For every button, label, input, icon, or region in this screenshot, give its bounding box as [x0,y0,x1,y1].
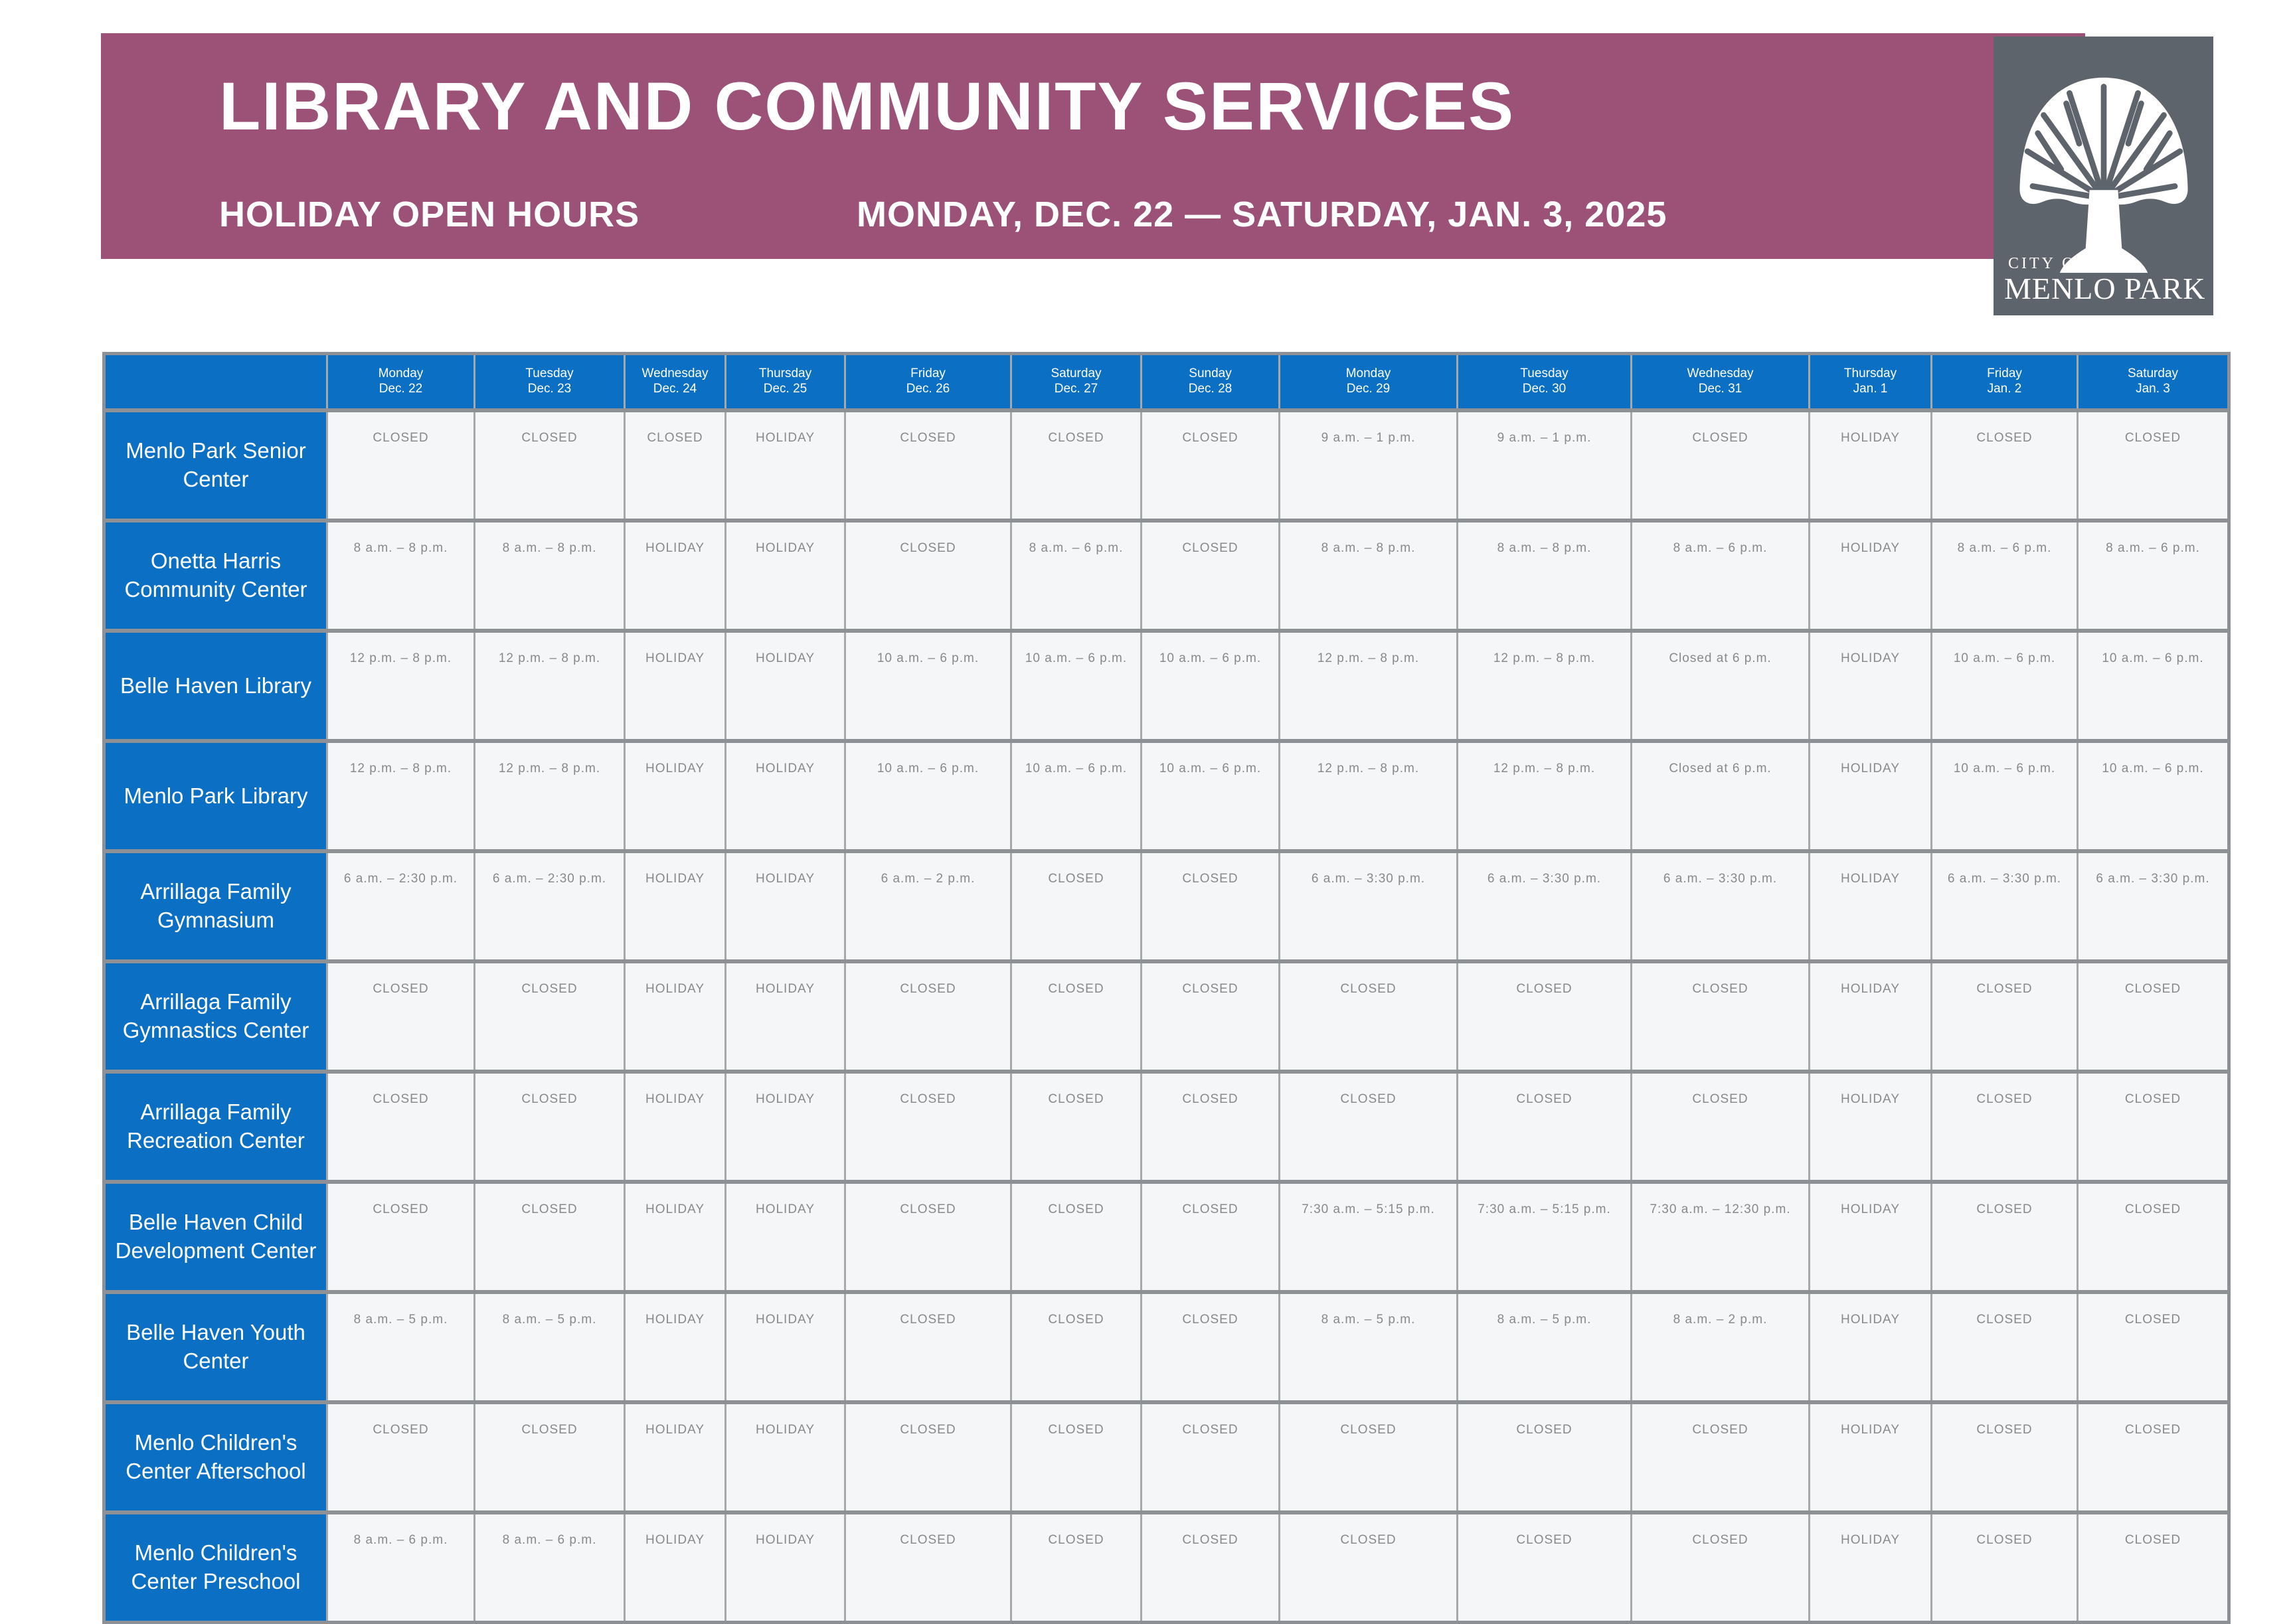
hours-cell: HOLIDAY [1810,741,1932,851]
hours-cell: HOLIDAY [726,1292,845,1402]
hours-cell: HOLIDAY [625,521,726,631]
corner-cell [104,354,327,411]
hours-cell: CLOSED [1632,1402,1810,1512]
hours-cell: 7:30 a.m. – 12:30 p.m. [1632,1182,1810,1292]
hours-cell: CLOSED [845,1512,1011,1623]
hours-cell: HOLIDAY [625,741,726,851]
hours-cell: 12 p.m. – 8 p.m. [475,741,625,851]
hours-cell: HOLIDAY [625,961,726,1072]
hours-cell: CLOSED [2078,1292,2229,1402]
column-header [845,354,1011,411]
hours-cell: CLOSED [1011,1402,1142,1512]
hours-cell: CLOSED [1142,410,1280,521]
column-header [327,354,475,411]
facility-label: Onetta Harris Community Center [104,521,327,631]
facility-label: Belle Haven Library [104,631,327,741]
hours-cell: CLOSED [475,1072,625,1182]
hours-cell: CLOSED [845,1292,1011,1402]
column-date: Dec. 26 [906,382,950,396]
table-row [104,961,2229,1072]
hours-cell: 8 a.m. – 6 p.m. [1632,521,1810,631]
column-day: Saturday [1051,366,1102,381]
hours-cell: CLOSED [2078,1072,2229,1182]
column-header [1142,354,1280,411]
hours-cell: 12 p.m. – 8 p.m. [327,741,475,851]
table-header-row [104,354,2229,411]
header-band [101,33,2085,259]
column-header [1810,354,1932,411]
hours-cell: CLOSED [845,1182,1011,1292]
column-date: Dec. 22 [379,382,423,396]
hours-cell: 6 a.m. – 3:30 p.m. [1932,851,2078,961]
hours-cell: CLOSED [845,1072,1011,1182]
hours-cell: CLOSED [845,410,1011,521]
hours-cell: CLOSED [327,1182,475,1292]
hours-cell: 8 a.m. – 6 p.m. [1932,521,2078,631]
table-row [104,410,2229,521]
hours-cell: HOLIDAY [726,521,845,631]
hours-cell: 8 a.m. – 6 p.m. [1011,521,1142,631]
column-date: Jan. 3 [2136,382,2170,396]
column-date: Dec. 29 [1346,382,1391,396]
hours-cell: 9 a.m. – 1 p.m. [1458,410,1632,521]
hours-cell: CLOSED [1142,1072,1280,1182]
hours-cell: CLOSED [1458,1072,1632,1182]
hours-cell: 6 a.m. – 3:30 p.m. [1458,851,1632,961]
column-day: Monday [378,366,424,381]
facility-label: Menlo Children's Center Afterschool [104,1402,327,1512]
hours-cell: Closed at 6 p.m. [1632,741,1810,851]
table-row [104,521,2229,631]
column-day: Tuesday [525,366,574,381]
table-row [104,851,2229,961]
hours-cell: HOLIDAY [1810,961,1932,1072]
hours-cell: CLOSED [1932,1182,2078,1292]
column-day: Thursday [1843,366,1897,381]
table-body [104,410,2229,1623]
hours-cell: CLOSED [2078,1512,2229,1623]
hours-cell: Closed at 6 p.m. [1632,631,1810,741]
hours-cell: HOLIDAY [1810,1182,1932,1292]
facility-label: Menlo Park Library [104,741,327,851]
hours-cell: 10 a.m. – 6 p.m. [1142,631,1280,741]
column-header [475,354,625,411]
hours-cell: 9 a.m. – 1 p.m. [1280,410,1458,521]
hours-cell: 6 a.m. – 2 p.m. [845,851,1011,961]
column-date: Dec. 28 [1188,382,1232,396]
hours-cell: HOLIDAY [1810,1512,1932,1623]
facility-label: Menlo Children's Center Preschool [104,1512,327,1623]
hours-cell: CLOSED [625,410,726,521]
subtitle-date-range: MONDAY, DEC. 22 — SATURDAY, JAN. 3, 2025 [857,195,1667,234]
column-day: Saturday [2127,366,2179,381]
hours-cell: 10 a.m. – 6 p.m. [2078,631,2229,741]
hours-cell: 8 a.m. – 8 p.m. [1458,521,1632,631]
hours-cell: 12 p.m. – 8 p.m. [1280,631,1458,741]
hours-cell: HOLIDAY [1810,521,1932,631]
hours-cell: HOLIDAY [1810,631,1932,741]
hours-cell: CLOSED [327,1402,475,1512]
column-day: Tuesday [1520,366,1569,381]
hours-cell: 8 a.m. – 8 p.m. [475,521,625,631]
hours-cell: CLOSED [2078,1182,2229,1292]
hours-cell: 8 a.m. – 6 p.m. [475,1512,625,1623]
column-day: Sunday [1189,366,1232,381]
hours-cell: 8 a.m. – 5 p.m. [1280,1292,1458,1402]
column-date: Jan. 2 [1987,382,2022,396]
hours-cell: CLOSED [1932,1512,2078,1623]
table-row [104,1182,2229,1292]
hours-cell: CLOSED [1932,961,2078,1072]
column-date: Dec. 31 [1698,382,1742,396]
logo-city-name-text: MENLO PARK [2004,272,2206,305]
hours-cell: 10 a.m. – 6 p.m. [1011,631,1142,741]
hours-cell: CLOSED [475,410,625,521]
hours-cell: CLOSED [2078,410,2229,521]
hours-cell: CLOSED [1142,961,1280,1072]
hours-cell: 8 a.m. – 5 p.m. [327,1292,475,1402]
column-date: Dec. 27 [1054,382,1098,396]
facility-label: Belle Haven Youth Center [104,1292,327,1402]
hours-cell: CLOSED [1011,1072,1142,1182]
hours-cell: HOLIDAY [1810,1402,1932,1512]
hours-cell: CLOSED [1458,1512,1632,1623]
hours-cell: HOLIDAY [726,1402,845,1512]
column-date: Dec. 30 [1522,382,1567,396]
hours-cell: CLOSED [1280,1072,1458,1182]
hours-cell: CLOSED [475,961,625,1072]
hours-cell: CLOSED [1932,1402,2078,1512]
hours-cell: 10 a.m. – 6 p.m. [1011,741,1142,851]
hours-cell: HOLIDAY [1810,1072,1932,1182]
facility-label: Arrillaga Family Gymnastics Center [104,961,327,1072]
table-row [104,1072,2229,1182]
hours-cell: CLOSED [327,1072,475,1182]
hours-cell: 10 a.m. – 6 p.m. [845,631,1011,741]
hours-cell: CLOSED [1280,1512,1458,1623]
hours-cell: CLOSED [1011,1182,1142,1292]
hours-cell: HOLIDAY [726,410,845,521]
hours-cell: 6 a.m. – 3:30 p.m. [1280,851,1458,961]
hours-cell: 6 a.m. – 3:30 p.m. [2078,851,2229,961]
hours-cell: CLOSED [1142,1182,1280,1292]
column-day: Monday [1345,366,1391,381]
hours-cell: HOLIDAY [726,851,845,961]
hours-cell: 10 a.m. – 6 p.m. [2078,741,2229,851]
column-header [2078,354,2229,411]
table-row [104,631,2229,741]
hours-cell: CLOSED [845,961,1011,1072]
hours-cell: HOLIDAY [726,1182,845,1292]
hours-cell: HOLIDAY [726,741,845,851]
oak-tree-icon [2007,66,2201,280]
city-logo [1994,37,2213,315]
hours-cell: 10 a.m. – 6 p.m. [1932,631,2078,741]
hours-cell: 6 a.m. – 3:30 p.m. [1632,851,1810,961]
hours-cell: CLOSED [2078,961,2229,1072]
hours-cell: CLOSED [1932,1072,2078,1182]
hours-cell: CLOSED [1011,1292,1142,1402]
column-day: Wednesday [1687,366,1754,381]
hours-cell: 6 a.m. – 2:30 p.m. [327,851,475,961]
hours-cell: 10 a.m. – 6 p.m. [1142,741,1280,851]
hours-cell: 10 a.m. – 6 p.m. [845,741,1011,851]
hours-cell: 10 a.m. – 6 p.m. [1932,741,2078,851]
table-row [104,1512,2229,1623]
hours-cell: CLOSED [1011,961,1142,1072]
table-row [104,741,2229,851]
column-day: Friday [910,366,946,381]
column-header [1011,354,1142,411]
column-header [726,354,845,411]
hours-cell: HOLIDAY [726,1512,845,1623]
hours-cell: CLOSED [1632,1072,1810,1182]
column-date: Dec. 25 [763,382,808,396]
hours-cell: CLOSED [1458,1402,1632,1512]
hours-cell: HOLIDAY [1810,1292,1932,1402]
hours-cell: CLOSED [2078,1402,2229,1512]
hours-cell: 12 p.m. – 8 p.m. [1458,741,1632,851]
holiday-hours-table [102,352,2231,1624]
hours-cell: 12 p.m. – 8 p.m. [327,631,475,741]
hours-cell: HOLIDAY [726,961,845,1072]
hours-cell: CLOSED [1011,410,1142,521]
hours-cell: CLOSED [1632,961,1810,1072]
column-day: Friday [1987,366,2022,381]
table-row [104,1292,2229,1402]
hours-cell: HOLIDAY [625,1292,726,1402]
hours-cell: 12 p.m. – 8 p.m. [475,631,625,741]
hours-cell: HOLIDAY [1810,851,1932,961]
hours-cell: 12 p.m. – 8 p.m. [1280,741,1458,851]
hours-cell: CLOSED [327,410,475,521]
column-date: Jan. 1 [1853,382,1888,396]
hours-cell: CLOSED [327,961,475,1072]
hours-cell: HOLIDAY [625,851,726,961]
hours-cell: CLOSED [1632,1512,1810,1623]
hours-cell: CLOSED [1011,1512,1142,1623]
hours-cell: HOLIDAY [726,1072,845,1182]
column-header [1632,354,1810,411]
hours-cell: 8 a.m. – 5 p.m. [1458,1292,1632,1402]
table-row [104,1402,2229,1512]
hours-cell: HOLIDAY [625,631,726,741]
hours-cell: 12 p.m. – 8 p.m. [1458,631,1632,741]
column-header [1932,354,2078,411]
page-title: LIBRARY AND COMMUNITY SERVICES [219,68,1515,144]
hours-cell: 8 a.m. – 6 p.m. [327,1512,475,1623]
hours-cell: CLOSED [845,1402,1011,1512]
column-date: Dec. 24 [653,382,697,396]
facility-label: Arrillaga Family Recreation Center [104,1072,327,1182]
hours-cell: CLOSED [1142,1292,1280,1402]
column-header [625,354,726,411]
hours-cell: 7:30 a.m. – 5:15 p.m. [1458,1182,1632,1292]
hours-cell: CLOSED [1932,1292,2078,1402]
hours-cell: CLOSED [1011,851,1142,961]
hours-cell: 8 a.m. – 6 p.m. [2078,521,2229,631]
facility-label: Arrillaga Family Gymnasium [104,851,327,961]
hours-cell: CLOSED [1142,1512,1280,1623]
hours-cell: CLOSED [1280,1402,1458,1512]
hours-cell: CLOSED [1142,521,1280,631]
logo-city-of-text: CITY OF [2008,255,2088,272]
hours-cell: 8 a.m. – 2 p.m. [1632,1292,1810,1402]
hours-cell: 7:30 a.m. – 5:15 p.m. [1280,1182,1458,1292]
hours-cell: HOLIDAY [726,631,845,741]
hours-cell: CLOSED [1458,961,1632,1072]
hours-cell: CLOSED [845,521,1011,631]
column-day: Wednesday [641,366,709,381]
hours-cell: HOLIDAY [625,1072,726,1182]
column-header [1458,354,1632,411]
column-date: Dec. 23 [527,382,572,396]
hours-cell: CLOSED [475,1402,625,1512]
hours-cell: CLOSED [1280,961,1458,1072]
hours-cell: CLOSED [1632,410,1810,521]
hours-cell: CLOSED [1932,410,2078,521]
hours-cell: CLOSED [1142,851,1280,961]
hours-cell: HOLIDAY [625,1512,726,1623]
hours-cell: HOLIDAY [625,1182,726,1292]
hours-cell: 8 a.m. – 8 p.m. [1280,521,1458,631]
hours-cell: 8 a.m. – 5 p.m. [475,1292,625,1402]
subtitle-holiday-open-hours: HOLIDAY OPEN HOURS [219,195,640,234]
facility-label: Belle Haven Child Development Center [104,1182,327,1292]
hours-cell: HOLIDAY [1810,410,1932,521]
column-day: Thursday [758,366,812,381]
hours-cell: CLOSED [1142,1402,1280,1512]
column-header [1280,354,1458,411]
hours-cell: HOLIDAY [625,1402,726,1512]
facility-label: Menlo Park Senior Center [104,410,327,521]
hours-cell: CLOSED [475,1182,625,1292]
hours-cell: 6 a.m. – 2:30 p.m. [475,851,625,961]
hours-cell: 8 a.m. – 8 p.m. [327,521,475,631]
